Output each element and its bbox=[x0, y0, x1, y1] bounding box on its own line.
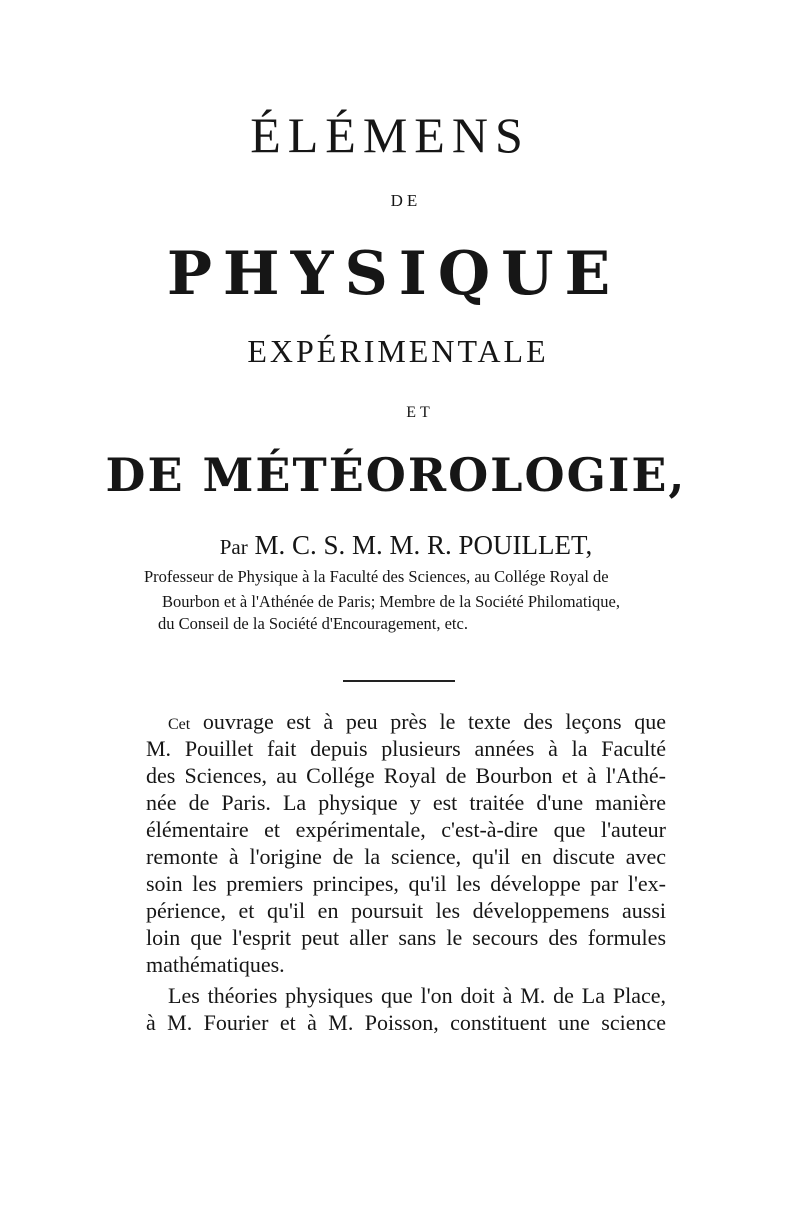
lead-small-caps: Cet bbox=[168, 716, 191, 733]
author-name: M. C. S. M. M. R. POUILLET, bbox=[254, 530, 593, 560]
author-prefix: Par bbox=[219, 535, 248, 559]
body-text-line: M. Pouillet fait depuis plusieurs années à la Faculté bbox=[146, 736, 666, 761]
body-text-line: périence, et qu'il en poursuit les développemens aussi bbox=[146, 898, 666, 923]
body-text-fragment: ouvrage est à peu près le texte des leçons que bbox=[190, 709, 666, 734]
title-line-de: DE bbox=[390, 191, 422, 210]
body-text-line: Les théories physiques que l'on doit à M. de La Place, bbox=[168, 983, 666, 1008]
body-text-line: à M. Fourier et à M. Poisson, constituent une science bbox=[146, 1010, 666, 1035]
body-text-line: remonte à l'origine de la science, qu'il en discute avec bbox=[146, 844, 666, 869]
author-credential-line: Professeur de Physique à la Faculté des Sciences, au Collége Royal de bbox=[144, 567, 609, 586]
body-text-line bbox=[168, 711, 666, 733]
body-text-line: des Sciences, au Collége Royal de Bourbon et à l'Athé- bbox=[146, 763, 666, 788]
title-line-meteorologie: DE MÉTÉOROLOGIE, bbox=[105, 448, 687, 502]
title-line-elemens: ÉLÉMENS bbox=[250, 107, 530, 163]
body-text-line: née de Paris. La physique y est traitée d'une manière bbox=[146, 790, 666, 815]
title-line-et: ET bbox=[406, 404, 434, 421]
author-credential-line: Bourbon et à l'Athénée de Paris; Membre de la Société Philomatique, bbox=[162, 592, 620, 611]
author-line bbox=[6, 532, 800, 559]
body-text-line: soin les premiers principes, qu'il les développe par l'ex- bbox=[146, 871, 666, 896]
section-divider bbox=[343, 680, 455, 682]
title-line-experimentale: EXPÉRIMENTALE bbox=[247, 333, 549, 369]
author-credential-line: du Conseil de la Société d'Encouragement, etc. bbox=[158, 614, 468, 633]
body-text-line: élémentaire et expérimentale, c'est-à-dire que l'auteur bbox=[146, 817, 666, 842]
title-line-physique: PHYSIQUE bbox=[166, 239, 622, 309]
body-text-line: mathématiques. bbox=[146, 952, 285, 977]
body-text-line: loin que l'esprit peut aller sans le secours des formules bbox=[146, 925, 666, 950]
